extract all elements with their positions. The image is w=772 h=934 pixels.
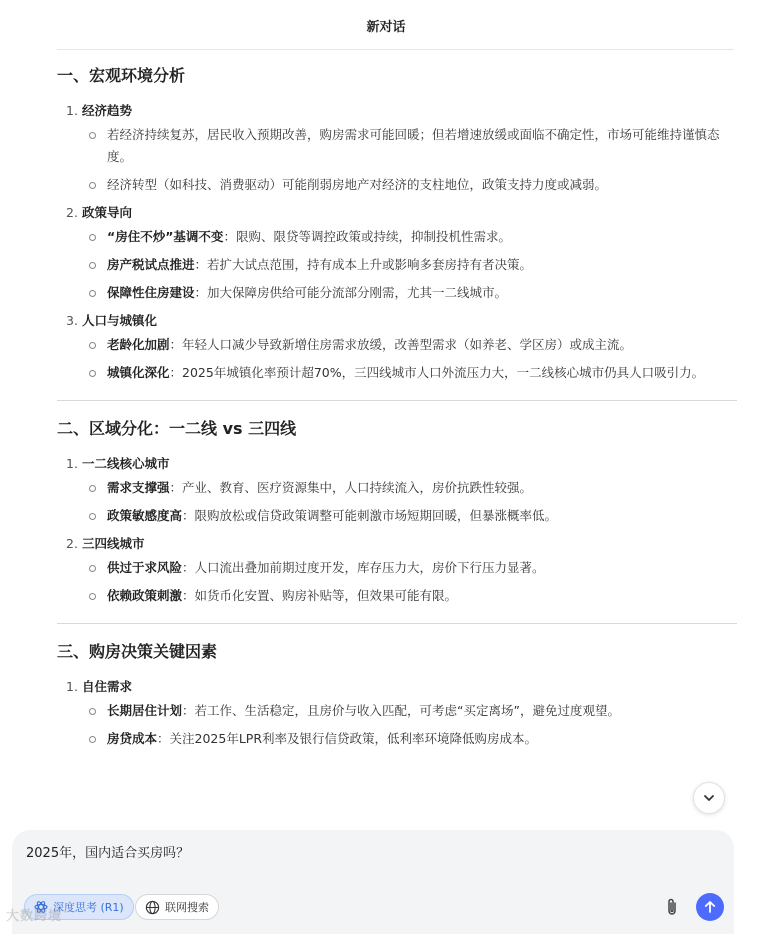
web-search-label: 联网搜索 <box>165 901 209 914</box>
list-item <box>57 310 737 384</box>
bullet-bold: 长期居住计划 <box>107 703 183 718</box>
item-title: 人口与城镇化 <box>81 313 157 328</box>
item-title: 三四线城市 <box>81 536 145 551</box>
header-divider <box>57 49 734 50</box>
send-button[interactable] <box>696 893 724 921</box>
scroll-to-bottom-button[interactable] <box>693 782 725 814</box>
bullet-text: ：2025年城镇化率预计超70%，三四线城市人口外流压力大，一二线核心城市仍具人口吸引力。 <box>169 365 705 380</box>
bullet-text: 若经济持续复苏，居民收入预期改善，购房需求可能回暖；但若增速放缓或面临不确定性，市场可能维持谨慎态度。 <box>107 127 720 164</box>
bullet-point <box>57 174 737 196</box>
bullet-bold: 依赖政策刺激 <box>107 588 183 603</box>
bullet-text: ：若工作、生活稳定，且房价与收入匹配，可考虑“买定离场”，避免过度观望。 <box>182 703 620 718</box>
bullet-text: ：人口流出叠加前期过度开发，库存压力大，房价下行压力显著。 <box>182 560 545 575</box>
bullet-point <box>57 557 737 579</box>
deep-think-label: 深度思考 (R1) <box>53 901 124 914</box>
globe-icon <box>145 900 160 915</box>
item-number: 1. <box>66 103 78 118</box>
bullet-text: ：限购、限贷等调控政策或持续，抑制投机性需求。 <box>223 229 511 244</box>
bullet-point <box>57 585 737 607</box>
list-item <box>57 453 737 527</box>
message-composer <box>12 830 734 934</box>
item-number: 2. <box>66 205 78 220</box>
bullet-point <box>57 254 737 276</box>
item-number: 1. <box>66 456 78 471</box>
item-title: 经济趋势 <box>81 103 132 118</box>
bullet-point <box>57 282 737 304</box>
bullet-bold: 房产税试点推进 <box>107 257 195 272</box>
section-heading: 一、宏观环境分析 <box>57 66 186 85</box>
bullet-bold: 城镇化深化 <box>107 365 170 380</box>
bullet-text: ：限购放松或信贷政策调整可能刺激市场短期回暖，但暴涨概率低。 <box>182 508 558 523</box>
bullet-point <box>57 477 737 499</box>
bullet-bold: 保障性住房建设 <box>107 285 195 300</box>
bullet-text: ：关注2025年LPR利率及银行信贷政策，低利率环境降低购房成本。 <box>157 731 538 746</box>
bullet-text: ：若扩大试点范围，持有成本上升或影响多套房持有者决策。 <box>194 257 533 272</box>
bullet-text: 经济转型（如科技、消费驱动）可能削弱房地产对经济的支柱地位，政策支持力度或减弱。 <box>107 177 608 192</box>
bullet-point <box>57 362 737 384</box>
arrow-up-icon <box>703 900 717 914</box>
item-number: 3. <box>66 313 78 328</box>
section-regional <box>57 400 737 623</box>
section-heading: 二、区域分化：一二线 vs 三四线 <box>57 419 297 438</box>
section-macro <box>57 64 737 400</box>
bullet-bold: 房贷成本 <box>107 731 158 746</box>
item-title: 一二线核心城市 <box>81 456 170 471</box>
section-decision <box>57 623 737 766</box>
bullet-point <box>57 334 737 356</box>
chat-response <box>57 62 737 832</box>
item-number: 2. <box>66 536 78 551</box>
message-input[interactable]: 2025年，国内适合买房吗？ <box>26 846 190 861</box>
chat-title: 新对话 <box>366 19 406 35</box>
bullet-bold: “房住不炒”基调不变 <box>107 229 224 244</box>
bullet-text: ：如货币化安置、购房补贴等，但效果可能有限。 <box>182 588 458 603</box>
item-number: 1. <box>66 679 78 694</box>
bullet-bold: 需求支撑强 <box>107 480 170 495</box>
list-item <box>57 202 737 304</box>
item-title: 政策导向 <box>81 205 132 220</box>
bullet-point <box>57 700 737 722</box>
watermark-text: 大数跨境 <box>6 909 63 924</box>
bullet-text: ：加大保障房供给可能分流部分刚需，尤其一二线城市。 <box>194 285 508 300</box>
section-heading: 三、购房决策关键因素 <box>57 642 218 661</box>
attach-button[interactable] <box>660 895 684 919</box>
list-item <box>57 676 737 750</box>
bullet-bold: 供过于求风险 <box>107 560 183 575</box>
bullet-point <box>57 728 737 750</box>
content-fade <box>0 800 772 830</box>
bullet-bold: 政策敏感度高 <box>107 508 183 523</box>
bullet-text: ：年轻人口减少导致新增住房需求放缓，改善型需求（如养老、学区房）或成主流。 <box>169 337 633 352</box>
bullet-point <box>57 124 737 168</box>
paperclip-icon <box>665 897 679 917</box>
bullet-text: ：产业、教育、医疗资源集中，人口持续流入，房价抗跌性较强。 <box>169 480 533 495</box>
list-item <box>57 533 737 607</box>
bullet-point <box>57 505 737 527</box>
bullet-point <box>57 226 737 248</box>
chevron-down-icon <box>702 791 716 805</box>
web-search-toggle[interactable] <box>135 894 219 920</box>
item-title: 自住需求 <box>81 679 132 694</box>
bullet-bold: 老龄化加剧 <box>107 337 170 352</box>
list-item <box>57 100 737 196</box>
